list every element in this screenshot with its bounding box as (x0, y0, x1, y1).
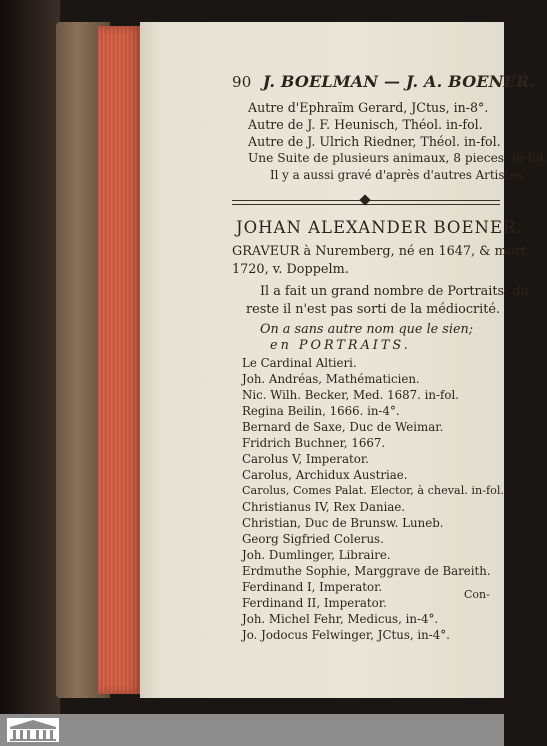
section-divider (232, 200, 500, 205)
boelman-line: Autre de J. F. Heunisch, Théol. in-fol. (248, 117, 483, 132)
boelman-line: Autre de J. Ulrich Riedner, Théol. in-fol. (248, 134, 501, 149)
portrait-entry: Regina Beilin, 1666. in-4°. (242, 404, 400, 418)
catchword: Con- (464, 588, 490, 601)
portrait-entry: Ferdinand II, Imperator. (242, 596, 387, 610)
portrait-entry: Nic. Wilh. Becker, Med. 1687. in-fol. (242, 388, 459, 402)
intro-line: 1720, v. Doppelm. (232, 262, 349, 277)
portrait-entry: Christian, Duc de Brunsw. Luneb. (242, 516, 444, 530)
portrait-entry: Carolus, Archidux Austriae. (242, 468, 408, 482)
portrait-entry: Ferdinand I, Imperator. (242, 580, 383, 594)
intro-line: GRAVEUR à Nuremberg, né en 1647, & mort (232, 244, 526, 259)
viewer-footer-bar (0, 714, 504, 746)
book-page (140, 22, 547, 698)
portrait-entry: Bernard de Saxe, Duc de Weimar. (242, 420, 444, 434)
portrait-entry: Jo. Jodocus Felwinger, JCtus, in-4°. (242, 628, 450, 642)
book-cover-left (0, 0, 60, 746)
intro-line: Il a fait un grand nombre de Portraits; du (260, 284, 529, 299)
section-heading: JOHAN ALEXANDER BOENER. (236, 218, 523, 237)
portrait-entry: Joh. Dumlinger, Libraire. (242, 548, 391, 562)
portrait-entry: Joh. Michel Fehr, Medicus, in-4°. (242, 612, 439, 626)
portrait-entry: Christianus IV, Rex Daniae. (242, 500, 406, 514)
boelman-line: Autre d'Ephraïm Gerard, JCtus, in-8°. (248, 100, 489, 115)
portrait-entry: Georg Sigfried Colerus. (242, 532, 384, 546)
divider-ornament (359, 194, 370, 205)
intro-line: reste il n'est pas sorti de la médiocrité. (246, 302, 501, 317)
running-header (232, 72, 535, 91)
boelman-line: Il y a aussi gravé d'après d'autres Artistes. (270, 168, 526, 182)
portrait-entry: Joh. Andréas, Mathématicien. (242, 372, 420, 386)
header-names: J. BOELMAN — J. A. BOENER. (262, 72, 536, 91)
page-number: 90 (232, 73, 252, 91)
boelman-line: Une Suite de plusieurs animaux, 8 pieces, in-fol. (248, 151, 547, 165)
portrait-entry: Erdmuthe Sophie, Marggrave de Bareith. (242, 564, 491, 578)
subheading-line: On a sans autre nom que le sien; (260, 322, 474, 337)
portrait-entry: Le Cardinal Altieri. (242, 356, 357, 370)
page-edges-red (98, 26, 142, 694)
subheading-line: en PORTRAITS. (270, 338, 411, 353)
portrait-entry: Carolus V, Imperator. (242, 452, 369, 466)
portrait-entry: Carolus, Comes Palat. Elector, à cheval. in-fol. (242, 484, 504, 497)
portrait-entry: Fridrich Buchner, 1667. (242, 436, 386, 450)
library-building-icon (6, 717, 60, 743)
